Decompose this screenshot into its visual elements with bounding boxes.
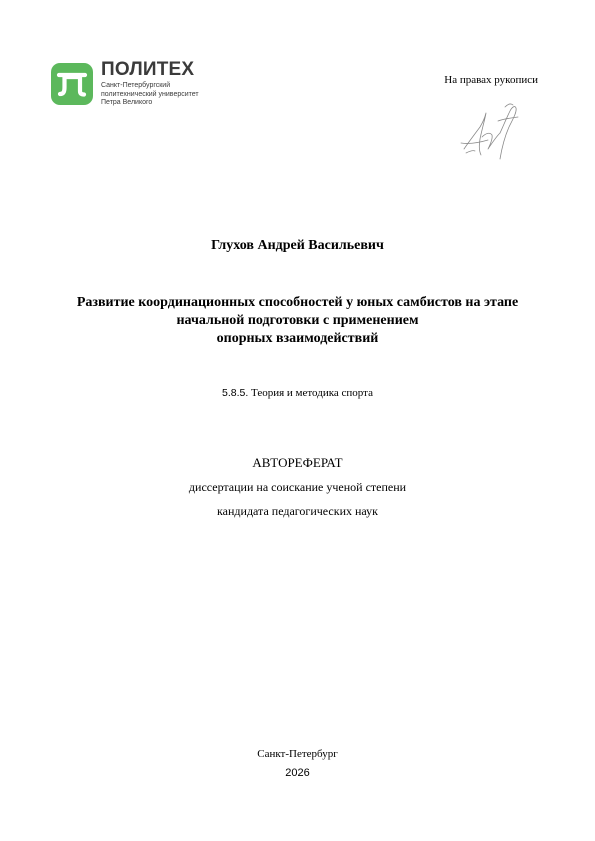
degree-line: кандидата педагогических наук [217, 504, 378, 518]
city: Санкт-Петербург [257, 748, 338, 760]
university-logo [51, 60, 231, 115]
logo-subtitle-line: политехнический университет [101, 90, 199, 98]
handwritten-signature [458, 99, 526, 165]
polytech-logo-icon [51, 63, 93, 105]
title-line: начальной подготовки с применением [176, 313, 419, 328]
specialty-name: Теория и методика спорта [251, 387, 373, 399]
logo-name: ПОЛИТЕХ [101, 59, 195, 80]
author-name: Глухов Андрей Васильевич [211, 238, 384, 253]
year: 2026 [285, 767, 310, 779]
logo-subtitle [101, 82, 199, 108]
specialty-code: 5.8.5. [222, 387, 249, 399]
document-type: АВТОРЕФЕРАТ [252, 455, 343, 470]
title-line: опорных взаимодействий [216, 331, 379, 346]
logo-subtitle-line: Петра Великого [101, 99, 153, 106]
specialty [0, 387, 595, 399]
title-line: Развитие координационных способностей у юных самбистов на этапе [76, 295, 519, 310]
rights-notice: На правах рукописи [444, 74, 538, 86]
dissertation-title [20, 294, 575, 348]
degree-line: диссертации на соискание ученой степени [188, 480, 407, 494]
logo-subtitle-line: Санкт-Петербургский [101, 82, 171, 89]
